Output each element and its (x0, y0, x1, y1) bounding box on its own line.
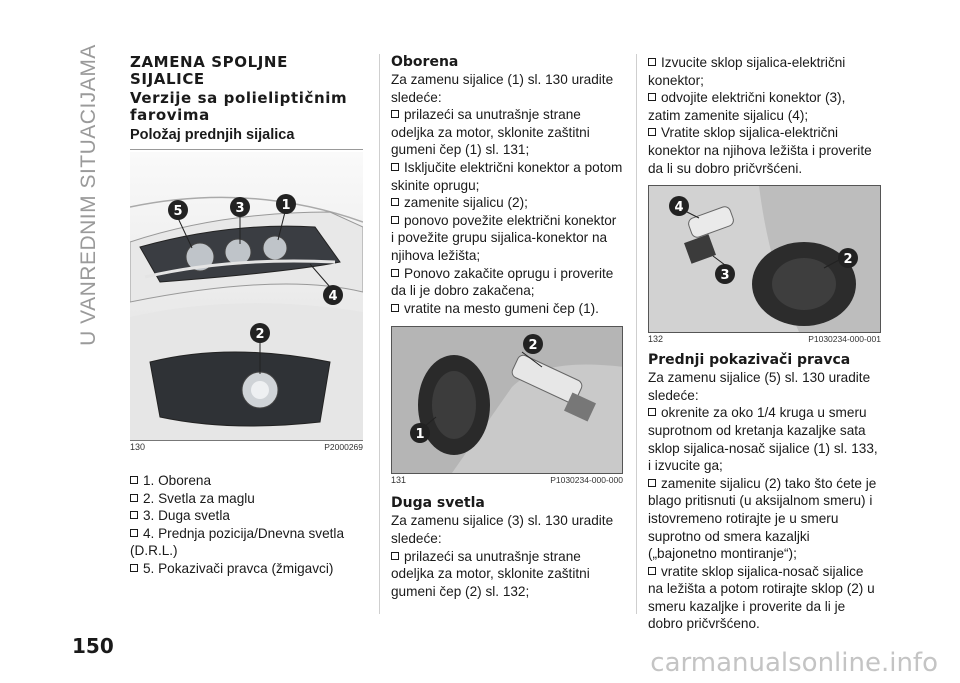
svg-text:4: 4 (328, 289, 338, 304)
legend-item: 4. Prednja pozicija/Dnevna svetla (D.R.L.) (130, 525, 344, 559)
figure-callouts (130, 152, 363, 440)
intro-text: Za zamenu sijalice (1) sl. 130 uradite sledeće: (391, 72, 614, 105)
step-item: Vratite sklop sijalica-električni konektor na njihova ležišta i proverite da li su dobro pričvršćeni. (648, 125, 872, 176)
callout-1 (276, 194, 296, 214)
chapter-title-line1: ZAMENA SPOLJNE (130, 53, 288, 71)
svg-text:3: 3 (235, 201, 245, 216)
checkbox-icon (391, 269, 399, 277)
intro-text: Za zamenu sijalice (3) sl. 130 uradite sledeće: (391, 513, 614, 546)
figure-number: 130 (130, 442, 146, 452)
figure-caption (130, 442, 363, 452)
step-item: vratite na mesto gumeni čep (1). (391, 300, 623, 318)
checkbox-icon (648, 58, 656, 66)
column-left (130, 54, 363, 578)
svg-text:1: 1 (415, 427, 425, 443)
checkbox-icon (648, 128, 656, 136)
checkbox-icon (391, 198, 399, 206)
figure-code: P1030234-000-000 (550, 475, 623, 486)
step-item: Ponovo zakačite oprugu i proverite da li je dobro zakačena; (391, 265, 614, 299)
checkbox-icon (391, 552, 399, 560)
column-middle (391, 54, 623, 600)
callout-3 (230, 197, 250, 217)
svg-text:2: 2 (843, 252, 853, 268)
svg-text:2: 2 (528, 338, 538, 354)
step-item: zamenite sijalicu (2); (391, 194, 623, 212)
figure-caption (391, 475, 623, 485)
checkbox-icon (648, 567, 656, 575)
figure-low-beam-bulb (391, 326, 623, 474)
svg-text:3: 3 (720, 268, 730, 284)
checkbox-icon (130, 494, 138, 502)
step-item: okrenite za oko 1/4 kruga u smeru suprotnom od kretanja kazaljke sata sklop sijalica-nosač sijalice (1) sl. 133, i izvucite ga; (648, 405, 878, 474)
subtitle-line1: Verzije sa polieliptičnim (130, 89, 348, 107)
callout-3 (715, 264, 735, 284)
page-number: 150 (72, 634, 114, 658)
checkbox-icon (648, 479, 656, 487)
section-heading-low-beam: Oborena (391, 54, 459, 70)
chapter-title-line2: SIJALICE (130, 70, 205, 88)
section-heading: Položaj prednjih sijalica (130, 127, 295, 143)
svg-text:5: 5 (173, 204, 183, 219)
step-item: prilazeći sa unutrašnje strane odeljka za motor, sklonite zaštitni gumeni čep (2) sl. 132; (391, 548, 590, 599)
legend-list (130, 472, 363, 578)
section-heading-turn-signals: Prednji pokazivači pravca (648, 352, 851, 369)
figure-number: 132 (648, 334, 664, 345)
figure-top-rule (130, 149, 363, 150)
step-item: ponovo povežite električni konektor i povežite grupu sijalica-konektor na njihova ležišta; (391, 212, 617, 263)
column-right (648, 54, 881, 633)
checkbox-icon (130, 511, 138, 519)
figure-headlight-photo (130, 152, 363, 441)
svg-text:2: 2 (255, 327, 265, 342)
figure-callouts (649, 186, 881, 332)
callout-2 (250, 323, 270, 343)
step-item: zamenite sijalicu (2) tako što ćete je blago pritisnuti (u aksijalnom smeru) i istovremeno rotirajte je u smeru suprotno od smera kazaljki („bajonetno montiranje“); (648, 475, 877, 562)
legend-item: 1. Oborena (130, 472, 363, 490)
chapter-side-tab-label: U VANREDNIM SITUACIJAMA (77, 44, 101, 346)
svg-text:4: 4 (674, 200, 684, 216)
checkbox-icon (130, 476, 138, 484)
checkbox-icon (648, 93, 656, 101)
checkbox-icon (391, 163, 399, 171)
figure-number: 131 (391, 475, 407, 486)
checkbox-icon (648, 408, 656, 416)
figure-high-beam-bulb (648, 185, 881, 333)
legend-item: 2. Svetla za maglu (130, 490, 363, 508)
step-item: Isključite električni konektor a potom skinite oprugu; (391, 159, 623, 193)
checkbox-icon (391, 304, 399, 312)
callout-1 (410, 423, 430, 443)
step-item: prilazeći sa unutrašnje strane odeljka za motor, sklonite zaštitni gumeni čep (1) sl. 131; (391, 107, 590, 158)
step-item: vratite sklop sijalica-nosač sijalice na ležišta a potom rotirajte sklop (2) u smeru kazaljke i proverite da li je dobro pričvršćeno. (648, 563, 875, 632)
column-divider (636, 54, 637, 614)
figure-code: P1030234-000-001 (808, 334, 881, 345)
checkbox-icon (130, 529, 138, 537)
figure-callouts (392, 327, 623, 473)
callout-5 (168, 200, 188, 220)
figure-caption (648, 334, 881, 344)
intro-text: Za zamenu sijalice (5) sl. 130 uradite sledeće: (648, 370, 871, 403)
figure-code: P2000269 (324, 442, 363, 452)
checkbox-icon (391, 216, 399, 224)
legend-item: 5. Pokazivači pravca (žmigavci) (130, 560, 363, 578)
step-item: odvojite električni konektor (3), zatim zamenite sijalicu (4); (648, 90, 846, 123)
callout-2 (523, 334, 543, 354)
section-heading-high-beam: Duga svetla (391, 495, 485, 512)
callout-4 (669, 196, 689, 216)
watermark: carmanualsonline.info (650, 648, 938, 678)
callout-2 (838, 248, 858, 268)
svg-text:1: 1 (281, 198, 291, 213)
legend-item: 3. Duga svetla (130, 507, 363, 525)
step-item: Izvucite sklop sijalica-električni konektor; (648, 55, 846, 88)
checkbox-icon (130, 564, 138, 572)
callout-4 (323, 285, 343, 305)
checkbox-icon (391, 110, 399, 118)
subtitle-line2: farovima (130, 106, 210, 124)
chapter-side-tab (74, 44, 104, 346)
column-divider (379, 54, 380, 614)
